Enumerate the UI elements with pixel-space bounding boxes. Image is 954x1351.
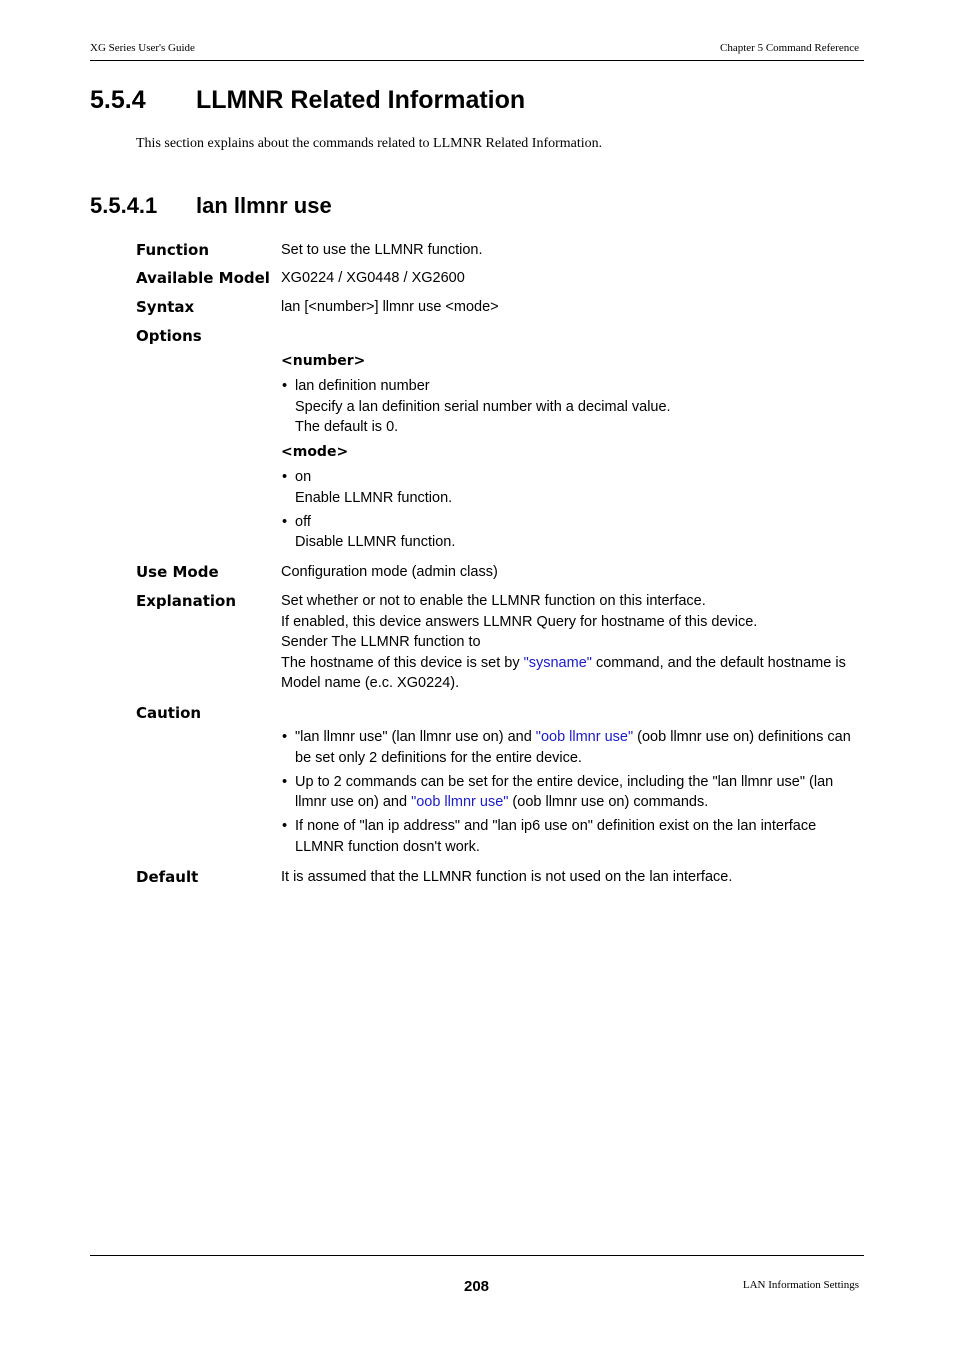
option-number-list: [281, 376, 866, 441]
caution-text: (oob llmnr use on) commands.: [508, 794, 709, 810]
function-label: Function: [136, 241, 210, 259]
function-value: Set to use the LLMNR function.: [281, 242, 483, 258]
caution-label: Caution: [136, 704, 202, 722]
caution-text: Up to 2 commands can be set for the entire device, including the "lan llmnr use" (lan llmnr use on) and: [295, 773, 834, 810]
option-name: on: [295, 469, 312, 485]
list-item: [281, 772, 863, 813]
option-description: Disable LLMNR function.: [295, 534, 456, 550]
subsection-heading: [90, 193, 332, 219]
list-item: [281, 816, 863, 857]
caution-list: [281, 727, 863, 861]
page-number: 208: [464, 1278, 490, 1295]
oob-llmnr-use-link[interactable]: "oob llmnr use": [411, 794, 509, 810]
explanation-text: [281, 591, 866, 694]
footer-section: LAN Information Settings: [742, 1279, 859, 1291]
options-label: Options: [136, 327, 202, 345]
bullet: •: [282, 818, 288, 834]
option-name: off: [295, 513, 311, 530]
list-item: [281, 727, 863, 768]
header-divider: [90, 60, 864, 61]
available-model-value: XG0224 / XG0448 / XG2600: [281, 270, 465, 286]
explanation-line: Model name (e.c. XG0224).: [281, 675, 460, 691]
explanation-line: Set whether or not to enable the LLMNR function on this interface.: [281, 593, 706, 609]
bullet: •: [282, 469, 288, 485]
option-mode-list: [281, 467, 866, 556]
bullet: •: [282, 513, 288, 530]
section-heading: [90, 86, 525, 115]
option-description: The default is 0.: [295, 419, 399, 435]
section-intro: This section explains about the commands related to LLMNR Related Information.: [136, 136, 603, 151]
sysname-link[interactable]: "sysname": [523, 654, 592, 671]
subsection-number: 5.5.4.1: [90, 193, 158, 218]
syntax-value: lan [<number>] llmnr use <mode>: [281, 299, 499, 315]
available-model-label: Available Model: [136, 269, 270, 287]
explanation-label: Explanation: [136, 592, 237, 610]
list-item: [281, 467, 866, 508]
explanation-line: Sender The LLMNR function to: [281, 634, 481, 650]
bullet: •: [282, 773, 288, 790]
explanation-text-part: The hostname of this device is set by: [281, 654, 524, 671]
explanation-line: [281, 653, 866, 674]
option-number-heading: <number>: [281, 353, 366, 369]
list-item: [281, 512, 866, 553]
syntax-label: Syntax: [136, 298, 195, 316]
oob-llmnr-use-link[interactable]: "oob llmnr use": [535, 729, 634, 745]
bullet: •: [282, 729, 288, 745]
footer-divider: [90, 1255, 864, 1256]
list-item: [281, 376, 866, 438]
option-mode-heading: <mode>: [281, 444, 349, 460]
default-value: It is assumed that the LLMNR function is not used on the lan interface.: [281, 869, 733, 885]
use-mode-value: Configuration mode (admin class): [281, 564, 498, 580]
option-description: Specify a lan definition serial number with a decimal value.: [295, 398, 671, 415]
section-number: 5.5.4: [90, 86, 146, 114]
option-name: lan definition number: [295, 378, 430, 394]
bullet: •: [282, 378, 288, 394]
subsection-title: lan llmnr use: [196, 193, 332, 218]
section-title: LLMNR Related Information: [196, 86, 526, 114]
explanation-line: If enabled, this device answers LLMNR Query for hostname of this device.: [281, 613, 758, 630]
header-chapter: Chapter 5 Command Reference: [720, 42, 859, 54]
option-description: Enable LLMNR function.: [295, 489, 453, 506]
caution-text: (oob llmnr use on) definitions can be set only 2 definitions for the entire device.: [295, 729, 851, 766]
use-mode-label: Use Mode: [136, 563, 219, 581]
default-label: Default: [136, 868, 199, 886]
explanation-text-part: command, and the default hostname is: [591, 654, 846, 671]
header-doc-title: XG Series User's Guide: [90, 42, 195, 54]
caution-text: If none of "lan ip address" and "lan ip6 use on" definition exist on the lan interface LLMNR function dosn't work.: [295, 818, 817, 855]
caution-text: "lan llmnr use" (lan llmnr use on) and: [295, 729, 536, 745]
